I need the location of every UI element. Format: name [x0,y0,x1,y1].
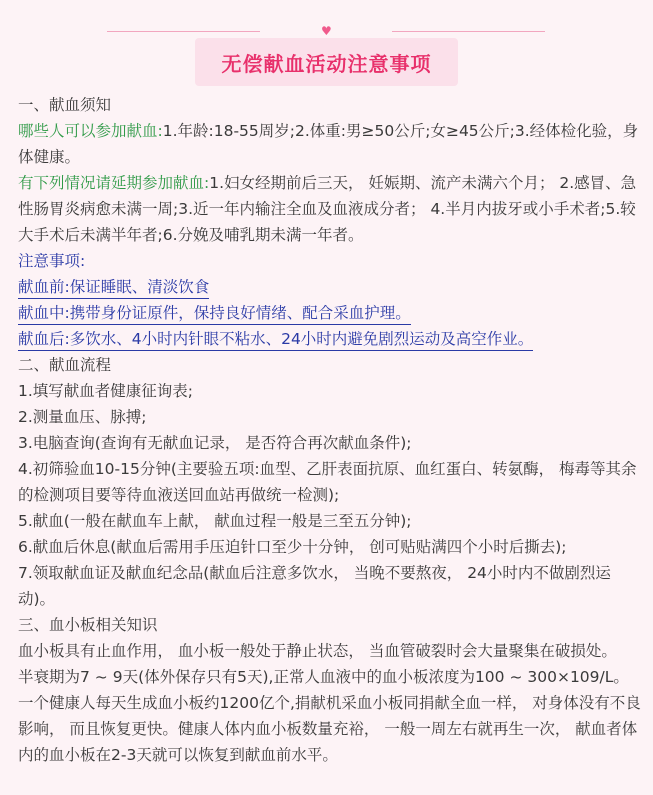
deferral-lead: 有下列情况请延期参加献血: [18,174,210,192]
eligibility-body: 1.年龄:18-55周岁;2.体重:男≥50公斤;女≥45公斤;3.经体检化验，身体健康。 [18,122,639,166]
deferral-body: 1.妇女经期前后三天， 妊娠期、流产未满六个月； 2.感冒、急性肠胃炎病愈未满一周;3.近一年内输注全血及血液成分者； 4.半月内拔牙或小手术者;5.较大手术后未满半年者;6.分娩及哺乳期未满一年者。 [18,174,637,244]
title-header [0,0,653,95]
process-step: 1.填写献血者健康征询表; [18,382,194,400]
notice-after-text: 献血后:多饮水、4小时内针眼不粘水、24小时内避免剧烈运动及高空作业。 [18,326,533,351]
heart-icon: ♥ [321,24,332,38]
article-body [18,92,641,768]
process-step: 3.电脑查询(查询有无献血记录， 是否符合再次献血条件); [18,434,412,452]
notice-after [18,326,641,352]
process-step: 2.测量血压、脉搏; [18,408,147,426]
notice-before-text: 献血前:保证睡眠、清淡饮食 [18,274,209,299]
page-title-box [195,38,458,86]
notice-label-text: 注意事项: [18,252,86,270]
notice-before [18,274,641,300]
process-step: 5.献血(一般在献血车上献， 献血过程一般是三至五分钟); [18,512,412,530]
notice-during [18,300,641,326]
platelet-paragraph-1: 血小板具有止血作用， 血小板一般处于静止状态， 当血管破裂时会大量聚集在破损处。 [18,642,617,660]
process-step: 7.领取献血证及献血纪念品(献血后注意多饮水， 当晚不要熬夜， 24小时内不做剧烈运动)。 [18,564,611,608]
notice-during-text: 献血中:携带身份证原件，保持良好情绪、配合采血护理。 [18,300,411,325]
deferral-paragraph [18,170,641,248]
notice-label [18,248,641,274]
title-divider-left [107,31,260,32]
eligibility-lead: 哪些人可以参加献血: [18,122,163,140]
process-step: 6.献血后休息(献血后需用手压迫针口至少十分钟， 创可贴贴满四个小时后撕去); [18,538,567,556]
eligibility-paragraph [18,118,641,170]
section-heading-1: 一、献血须知 [18,96,112,114]
platelet-paragraph-2: 半衰期为7 ~ 9天(体外保存只有5天),正常人血液中的血小板浓度为100 ~ 300×109/L。一个健康人每天生成血小板约1200亿个,捐献机采血小板同捐献全血一样， 对身体没有不良影响， 而且恢复更快。健康人体内血小板数量充裕， 一般一周左右就再生一次， 献血者体内的血小板在2-3天就可以恢复到献血前水平。 [18,668,641,764]
title-divider-right [392,31,545,32]
section-heading-2: 二、献血流程 [18,356,112,374]
page-title: 无偿献血活动注意事项 [221,51,432,76]
section-heading-3: 三、血小板相关知识 [18,616,158,634]
process-step: 4.初筛验血10-15分钟(主要验五项:血型、乙肝表面抗原、血红蛋白、转氨酶， 梅毒等其余的检测项目要等待血液送回血站再做统一检测); [18,460,637,504]
